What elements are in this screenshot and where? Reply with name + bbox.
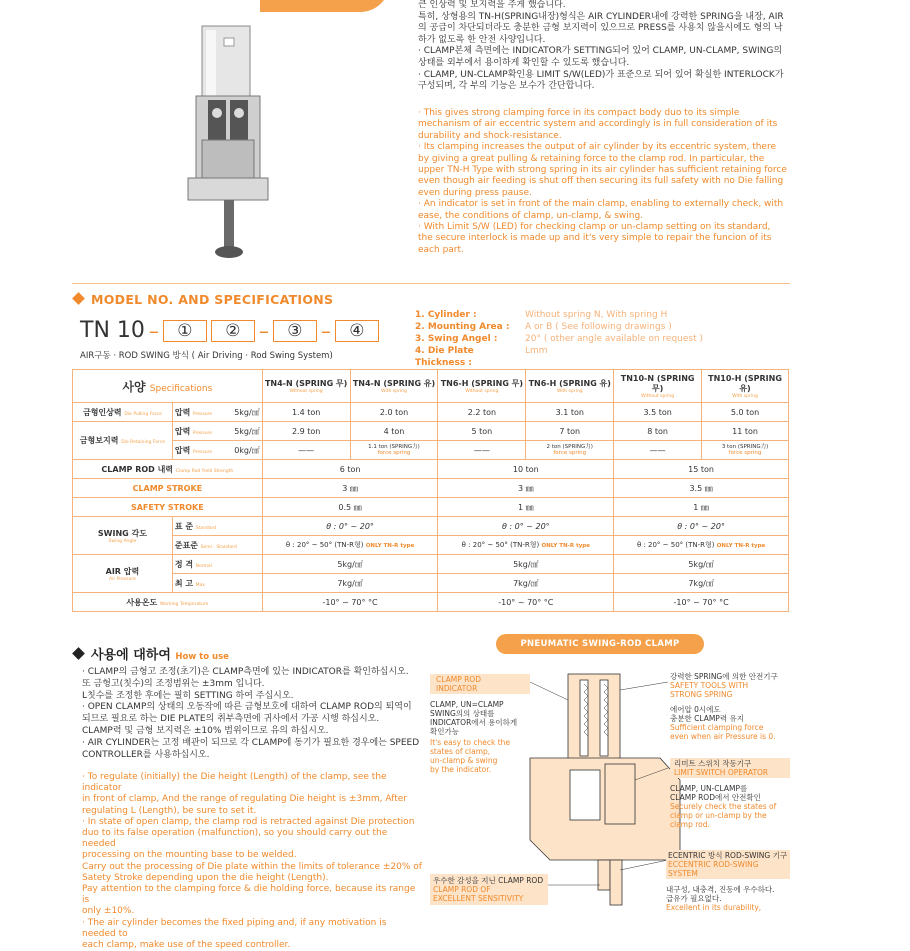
callout-sensitivity: 우수한 감성을 지닌 CLAMP ROD CLAMP ROD OF EXCELLENT SENSITIVITY <box>430 874 548 905</box>
table-row: 금형보지력 Die Retaining Force 압력 Pressure 5kg/㎠ 2.9 ton 4 ton 5 ton 7 ton 8 ton 11 ton <box>73 422 789 441</box>
clamp-product-photo <box>178 18 278 268</box>
table-row: AIR 압력 Air Pressure 정 격 Normal 5kg/㎠ 5kg/㎠ 5kg/㎠ <box>73 555 789 574</box>
table-row: 압력 Pressure 0kg/㎠ —— 1.1 ton (SPRING力) force spring —— 2 ton (SPRING力) force spring —— 3 ton (SPRING力) force spring <box>73 441 789 460</box>
model-legend: 1. Cylinder : Without spring N, With spring H 2. Mounting Area : A or B ( See following drawings ) 3. Swing Angel : 20° ( other angle available on request ) 4. Die Plate Thickness : Lmm <box>415 310 703 368</box>
intro-en-0: · This gives strong clamping force in its compact body duo to its simple mechanism of air eccentric system and accordingly is in full consideration of its durability and shock-resistance. <box>418 108 778 141</box>
table-row: 금형인상력 Die Pulling Force 압력 Pressure 5kg/㎠ 1.4 ton 2.0 ton 2.2 ton 3.1 ton 3.5 ton 5.0 ton <box>73 403 789 422</box>
usage-english: · To regulate (initially) the Die height (Length) of the clamp, see the indicator in front of clamp, And the range of regulating Die height is ±3mm, After regulating L (Length), be sure to set it. · In state of open clamp, the clamp rod is retracted against Die protection duo to its false operation (malfunction), so you should carry out the needed processing on the mounting base to be welded. Carry out the processing of Die plate within the limits of tolerance ±20% of Satety Stroke depending upon the die height (Length). Pay attention to the clamping force & die holding force, because its range is only ±10%. · The air cylinder becomes the fixed piping and, if any motivation is needed to each clamp, make use of the speed controller. <box>82 772 422 951</box>
usage-korean: · CLAMP의 금형고 조정(초기)은 CLAMP측면에 있는 INDICATOR를 확인하십시오. 또 금형고(칫수)의 조정범위는 ±3mm 입니다. L칫수를 조정한 후에는 필히 SETTING 하여 주십시오. · OPEN CLAMP의 상태의 오동작에 따른 금형보호에 대하여 CLAMP ROD의 퇴역이 되므로 필요로 하는 DIE PLATE의 취부측면에 귀사에서 가공 시행 하십시오. CLAMP력 및 금형 보지력은 ±10% 범위이므로 유의 하십시오. · AIR CYLINDER는 고정 배관이 되므로 각 CLAMP에 동기가 필요한 경우에는 SPEED CONTROLLER를 사용하십시오. <box>82 667 420 760</box>
intro-en-2: · An indicator is set in front of the main clamp, enabling to externally check, with ease, the conditions of clamp, un-clamp, & swing. <box>418 199 784 221</box>
diamond-bullet-icon <box>72 292 85 305</box>
intro-kr-2: · CLAMP본체 측면에는 INDICATOR가 SETTING되어 있어 CLAMP, UN-CLAMP, SWING의 상태를 외부에서 용이하게 확인할 수 있도록 했습니다. <box>418 46 783 68</box>
intro-kr-1: 특히, 상형용의 TN-H(SPRING내장)형식은 AIR CYLINDER내에 강력한 SPRING을 내장, AIR의 공급이 차단되더라도 충분한 금형 보지력이 있으므로 PRESS를 사용치 않을시에도 형의 낙하가 없도록 한 안전 사양입니다. <box>418 11 784 45</box>
callout-limit-switch: 리미트 스위치 작동기구 LIMIT SWITCH OPERATOR CLAMP, UN-CLAMP를 CLAMP ROD에서 안전확인 Securely check the states of clamp or un-clamp by the clamp rod. <box>670 758 790 829</box>
intro-kr-3: · CLAMP, UN-CLAMP확인용 LIMIT S/W(LED)가 표준으로 되어 있어 확실한 INTERLOCK가 구성되며, 각 부의 기능은 보수가 간단합니다. <box>418 69 784 92</box>
intro-english <box>418 108 788 256</box>
model-box-3: ③ <box>273 320 317 342</box>
table-row: 사용온도 Working Temperature -10° ~ 70° °C -10° ~ 70° °C -10° ~ 70° °C <box>73 593 789 612</box>
model-box-1: ① <box>163 320 207 342</box>
callout-spring: 강력한 SPRING에 의한 안전기구 SAFETY TOOLS WITH STRONG SPRING 에어압 0시에도 충분한 CLAMP력 유지 Sufficient clamping force even when air Pressure is 0. <box>670 672 778 741</box>
header-band <box>260 0 390 12</box>
model-number: TN 10 – ① ② – ③ – ④ <box>80 318 379 343</box>
clamp-diagram <box>430 660 790 910</box>
model-box-4: ④ <box>335 320 379 342</box>
callout-indicator: CLAMP ROD INDICATOR CLAMP, UN=CLAMP SWING의의 상태를 INDICATOR에서 용이하게 확인가능 It's easy to check the states of clamp, un-clamp & swing by the indicator. <box>430 674 530 774</box>
table-row: CLAMP ROD 내력 Clamp Rod Yield Strength 6 ton 10 ton 15 ton <box>73 460 789 479</box>
table-row: 준표준 Semi - Standard θ : 20° ~ 50° (TN-R형) ONLY TN-R type θ : 20° ~ 50° (TN-R형) ONLY TN-R type θ : 20° ~ 50° (TN-R형) ONLY TN-R type <box>73 536 789 555</box>
section-title-model: MODEL NO. AND SPECIFICATIONS <box>74 292 333 307</box>
table-row: SAFETY STROKE 0.5 ㎜ 1 ㎜ 1 ㎜ <box>73 498 789 517</box>
intro-en-1: · Its clamping increases the output of air cylinder by its eccentric system, there by giving a great pulling & retaining force to the clamp rod. In particular, the upper TN-H Type with strong spring in its air cylinder has sufficient retaining force even though air feeding is shut off then securing its full safety with no Die falling even during press pause. <box>418 142 787 198</box>
model-box-2: ② <box>211 320 255 342</box>
section-title-usage: 사용에 대하여 How to use <box>74 644 229 663</box>
diagram-title: PNEUMATIC SWING-ROD CLAMP <box>496 634 704 654</box>
spec-table <box>72 369 789 612</box>
model-subtitle: AIR구동 · ROD SWING 방식 ( Air Driving · Rod Swing System) <box>80 351 333 361</box>
divider <box>72 283 790 284</box>
intro-kr-0: 큰 인상력 및 보지력을 주게 했습니다. <box>418 0 566 10</box>
table-row: 최 고 Max 7kg/㎠ 7kg/㎠ 7kg/㎠ <box>73 574 789 593</box>
diamond-bullet-icon <box>72 647 85 660</box>
model-prefix: TN 10 <box>80 318 145 343</box>
table-row: CLAMP STROKE 3 ㎜ 3 ㎜ 3.5 ㎜ <box>73 479 789 498</box>
intro-korean <box>418 0 788 93</box>
callout-eccentric: ECENTRIC 방식 ROD-SWING 기구 ECCENTRIC ROD-SWING SYSTEM 내구성, 내충격, 진동에 우수하다. 급유가 필요없다. Excellent in its durability, <box>666 850 790 912</box>
table-row: SWING 각도 Swing Angle 표 준 Standard θ : 0° ~ 20° θ : 0° ~ 20° θ : 0° ~ 20° <box>73 517 789 536</box>
table-header-row: 사양 Specifications TN4-N (SPRING 무) Without spring TN4-N (SPRING 유) With spring TN6-H (SPRING 무) Without spring TN6-H (SPRING 유) With spring TN10-N (SPRING 무) Without spring TN10-H (SPRING 유) With spring <box>73 370 789 403</box>
intro-en-3: · With Limit S/W (LED) for checking clamp or un-clamp setting on its standard, the secure interlock is made up and it's very simple to repair the funcion of its each part. <box>418 222 772 255</box>
